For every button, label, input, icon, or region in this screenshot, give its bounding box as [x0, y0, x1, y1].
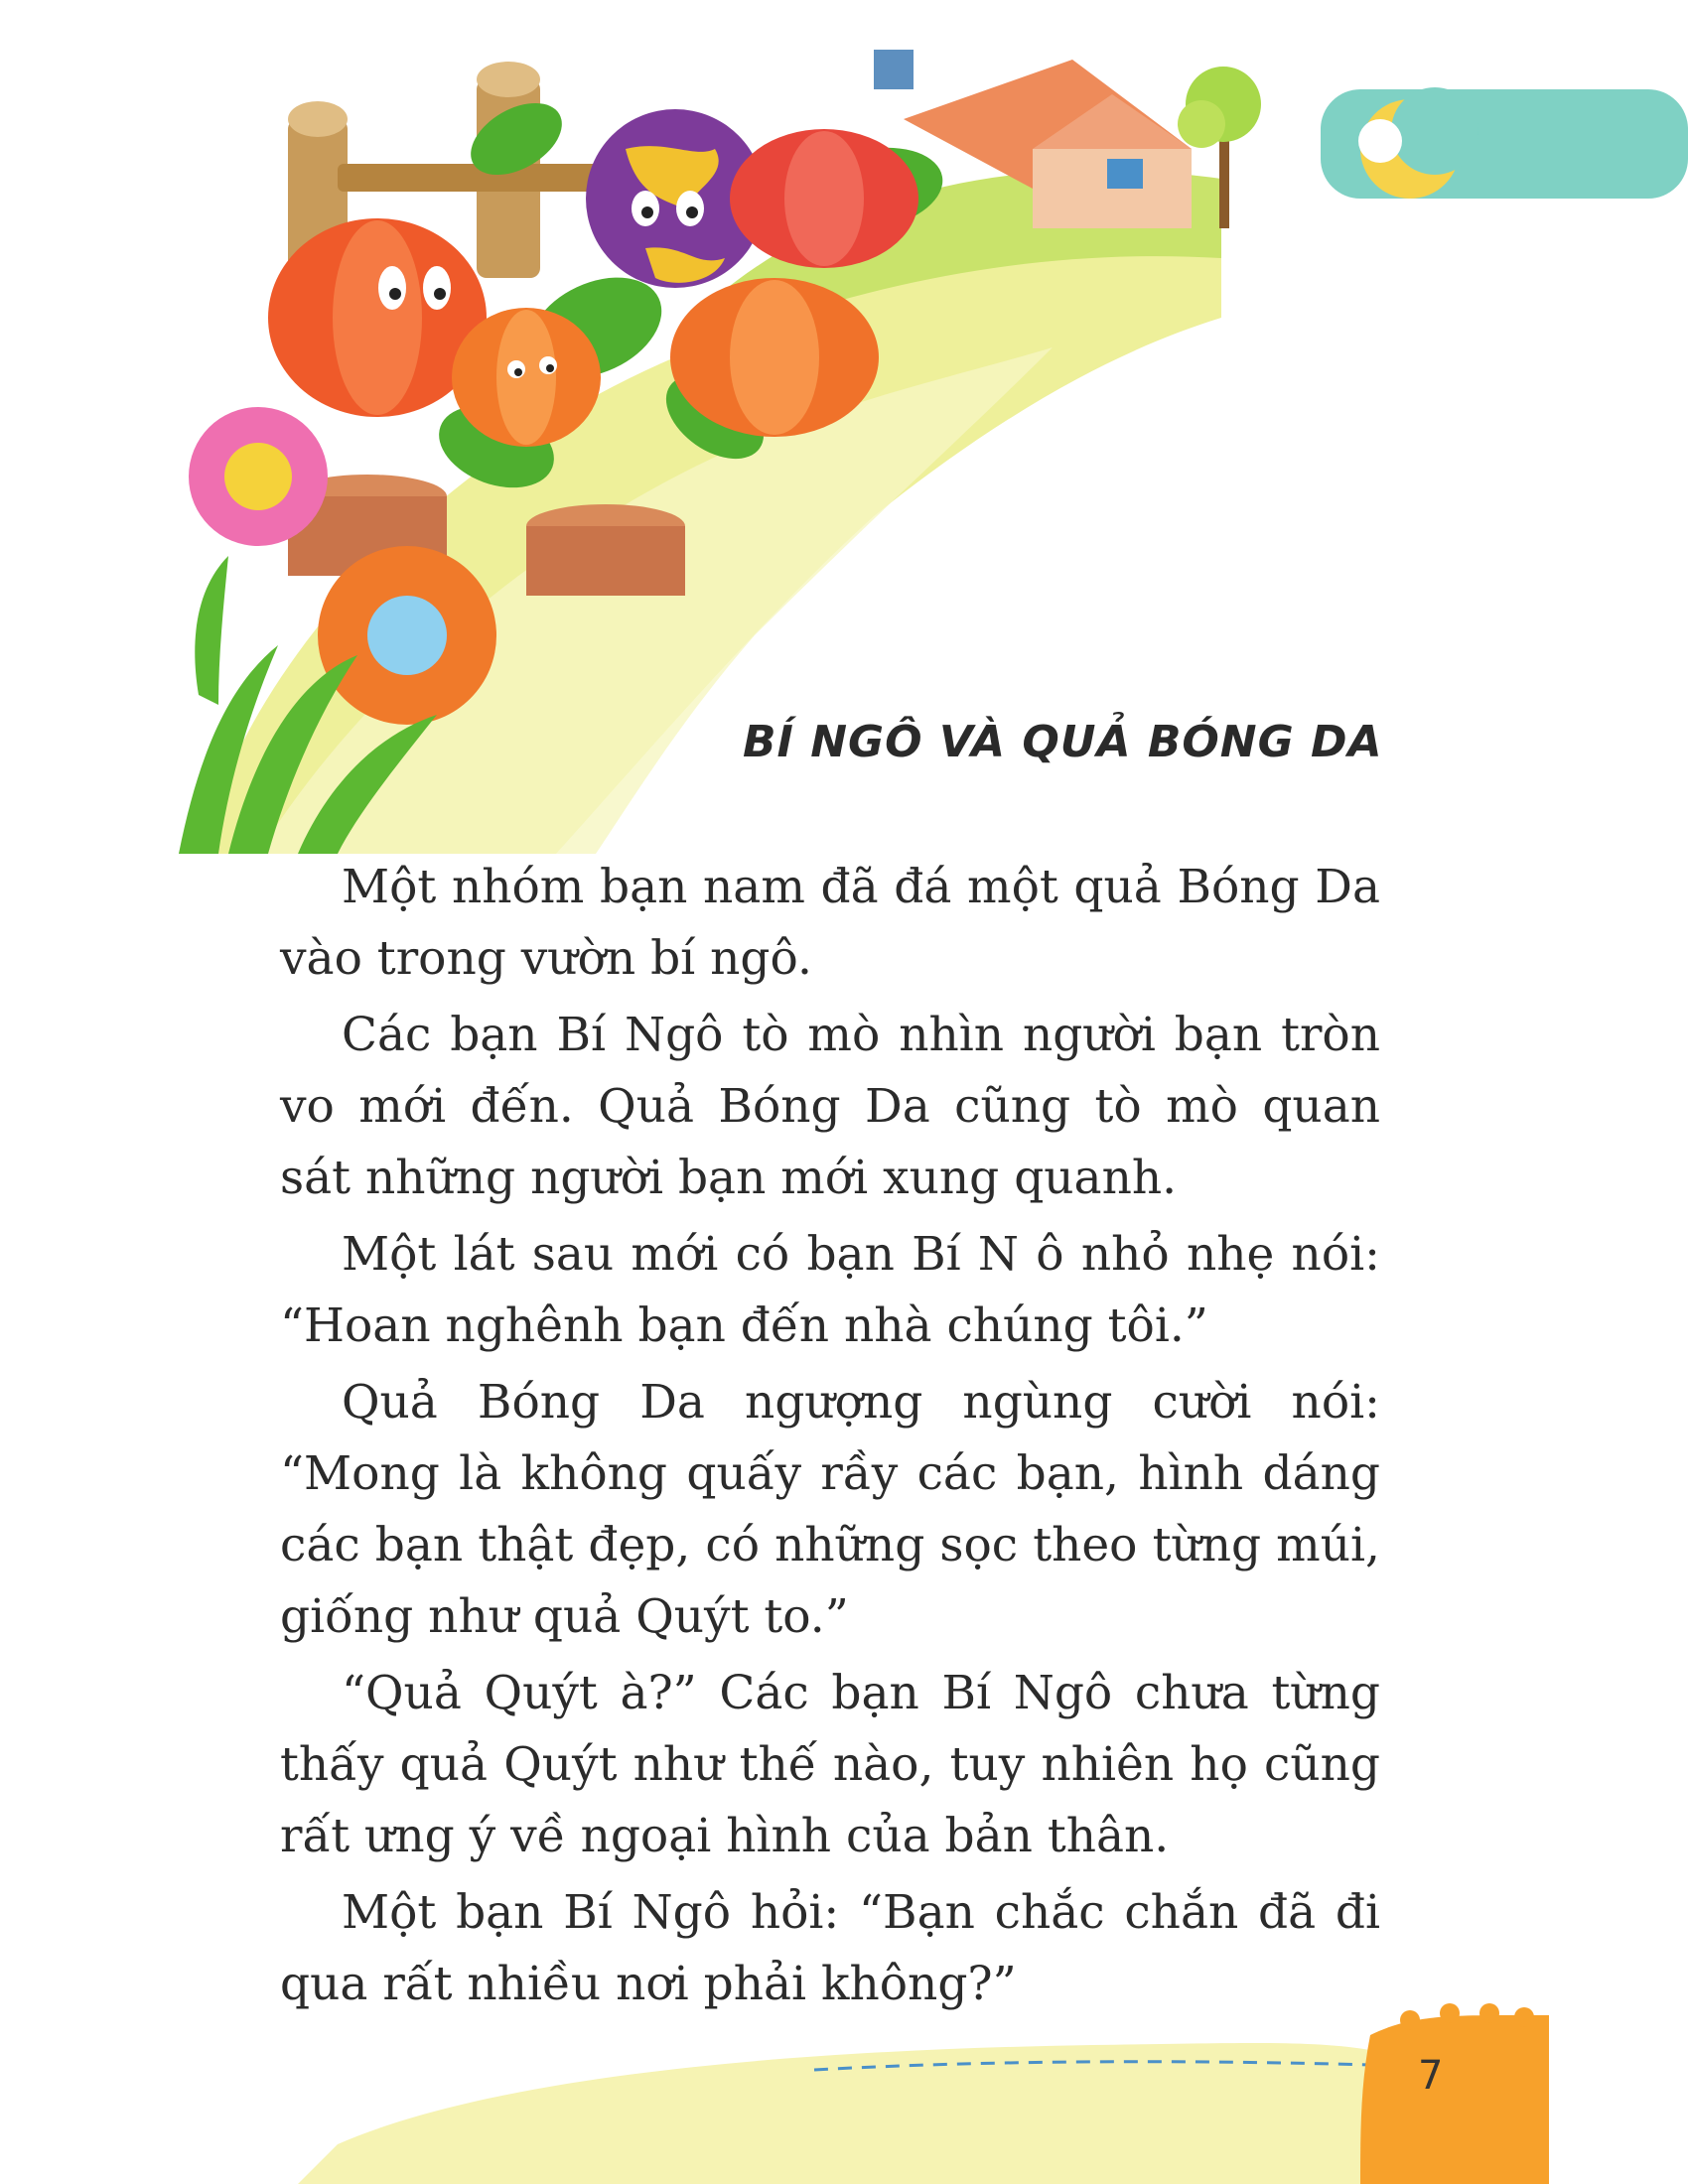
- story-title: BÍ NGÔ VÀ QUẢ BÓNG DA: [743, 717, 1383, 767]
- paragraph: Một bạn Bí Ngô hỏi: “Bạn chắc chắn đã đi qua rất nhiều nơi phải không?”: [280, 1885, 1380, 2011]
- footer-band: [298, 2043, 1370, 2184]
- small-pumpkin-icon: [452, 308, 601, 447]
- red-pumpkin-icon: [730, 129, 918, 268]
- page-tab: [1360, 2003, 1549, 2184]
- paragraph: Một nhóm bạn nam đã đá một quả Bóng Da vào trong vườn bí ngô.: [280, 860, 1380, 986]
- orange-flower-icon: [318, 546, 496, 725]
- orange-pumpkin-icon: [670, 278, 879, 437]
- story-text: [280, 852, 1380, 2025]
- paragraph: Các bạn Bí Ngô tò mò nhìn người bạn tròn vo mới đến. Quả Bóng Da cũng tò mò quan sát những người bạn mới xung quanh.: [280, 1008, 1380, 1205]
- paragraph: “Quả Quýt à?” Các bạn Bí Ngô chưa từng thấy quả Quýt như thế nào, tuy nhiên họ cũng rất ưng ý về ngoại hình của bản thân.: [280, 1666, 1380, 1863]
- page-number: 7: [1418, 2053, 1444, 2099]
- paragraph: Một lát sau mới có bạn Bí N ô nhỏ nhẹ nói: “Hoan nghênh bạn đến nhà chúng tôi.”: [280, 1227, 1380, 1353]
- chapter-tab: [1321, 87, 1688, 199]
- paragraph: Quả Bóng Da ngượng ngùng cười nói: “Mong là không quấy rầy các bạn, hình dáng các bạn thật đẹp, có những sọc theo từng múi, giống như quả Quýt to.”: [280, 1375, 1380, 1644]
- pink-flower-icon: [189, 407, 328, 546]
